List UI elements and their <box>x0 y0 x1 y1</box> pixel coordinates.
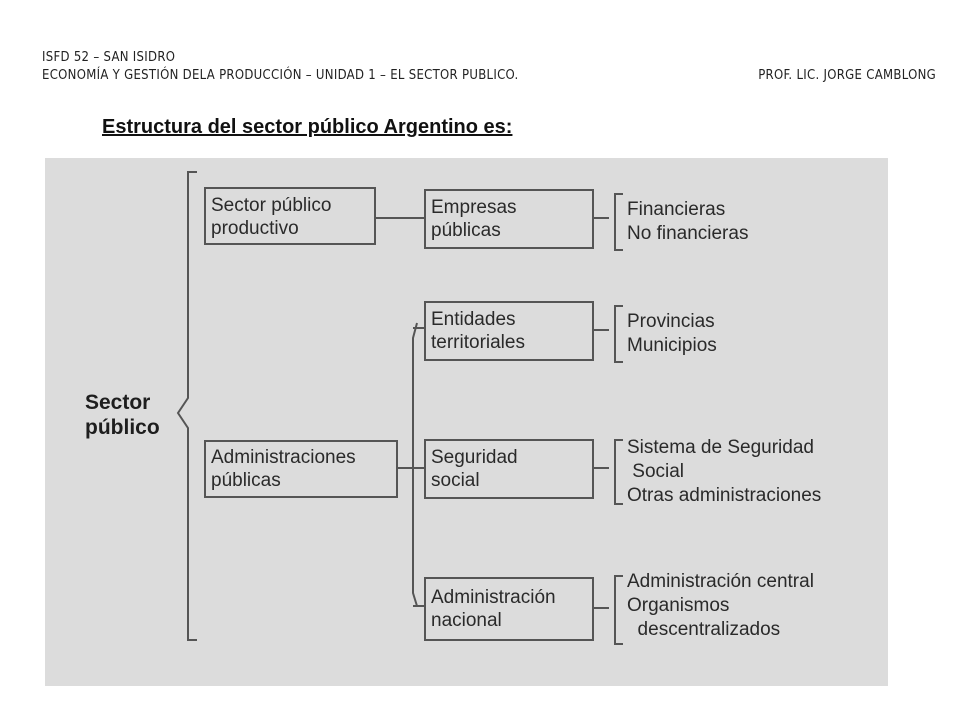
leaf-brace-4 <box>615 576 623 644</box>
header-institution: ISFD 52 – SAN ISIDRO <box>42 50 176 65</box>
leaf-item: No financieras <box>627 223 749 244</box>
root-brace <box>178 172 197 640</box>
empresas-label <box>431 196 517 242</box>
label-line: social <box>431 470 480 491</box>
admin-bus <box>413 323 417 606</box>
root-line2: público <box>85 416 160 439</box>
nacional-label <box>431 586 556 632</box>
label-line: Administraciones <box>211 447 356 468</box>
sector-publico-diagram <box>45 158 888 686</box>
label-line: productivo <box>211 218 299 239</box>
root-line1: Sector <box>85 391 151 414</box>
label-line: Administración <box>431 587 556 608</box>
leaf-group-nacional <box>627 570 814 642</box>
leaf-group-empresas <box>627 198 748 246</box>
label-line: públicas <box>431 220 501 241</box>
leaf-brace-1 <box>615 194 623 250</box>
leaf-item: Sistema de Seguridad <box>627 437 814 458</box>
label-line: territoriales <box>431 332 525 353</box>
leaf-group-entidades <box>627 310 717 358</box>
leaf-item: Provincias <box>627 311 715 332</box>
leaf-item: Financieras <box>627 199 726 220</box>
leaf-item: Social <box>627 461 685 482</box>
root-label <box>85 390 160 440</box>
entidades-label <box>431 308 525 354</box>
label-line: Sector público <box>211 195 332 216</box>
leaf-item: descentralizados <box>627 619 781 640</box>
administraciones-label <box>211 446 356 492</box>
seguridad-label <box>431 446 518 492</box>
leaf-brace-2 <box>615 306 623 362</box>
header-course: ECONOMÍA Y GESTIÓN DELA PRODUCCIÓN – UNIDAD 1 – EL SECTOR PUBLICO. <box>42 68 519 83</box>
label-line: nacional <box>431 610 502 631</box>
leaf-group-seguridad <box>627 436 821 508</box>
label-line: Seguridad <box>431 447 518 468</box>
leaf-item: Municipios <box>627 335 717 356</box>
leaf-item: Administración central <box>627 571 814 592</box>
label-line: Empresas <box>431 197 517 218</box>
leaf-item: Otras administraciones <box>627 485 822 506</box>
sector-productivo-label <box>211 194 331 240</box>
label-line: públicas <box>211 470 281 491</box>
leaf-brace-3 <box>615 440 623 504</box>
header-professor: PROF. LIC. JORGE CAMBLONG <box>758 68 936 83</box>
label-line: Entidades <box>431 309 516 330</box>
leaf-item: Organismos <box>627 595 730 616</box>
page-title: Estructura del sector público Argentino es: <box>102 116 513 138</box>
